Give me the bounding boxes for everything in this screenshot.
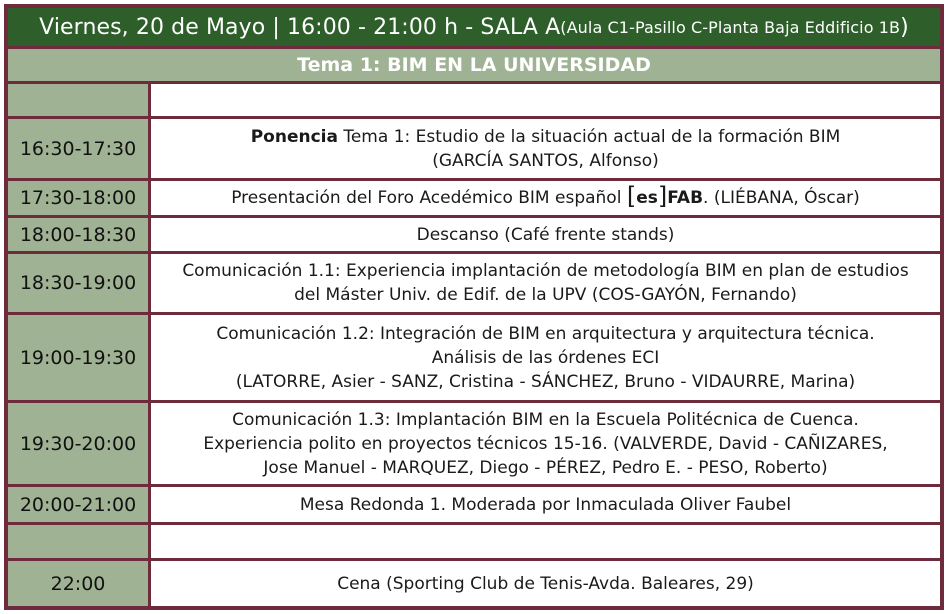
- schedule-table: [4, 4, 944, 610]
- esfab-fab: FAB: [667, 188, 704, 208]
- topic-title: Tema 1: BIM EN LA UNIVERSIDAD: [8, 49, 940, 81]
- session-cell-esfab: [151, 181, 940, 215]
- esfab-intro: Presentación del Foro Acedémico BIM español: [231, 188, 627, 208]
- ponencia-label: Ponencia: [250, 126, 338, 147]
- session-line: Experiencia polito en proyectos técnicos 15-16. (VALVERDE, David - CAÑIZARES,: [203, 433, 888, 454]
- session-line: Comunicación 1.2: Integración de BIM en arquitectura y arquitectura técnica.: [216, 323, 875, 344]
- esfab-speaker: . (LIÉBANA, Óscar): [703, 188, 860, 208]
- session-line: Comunicación 1.3: Implantación BIM en la Escuela Politécnica de Cuenca.: [232, 409, 859, 430]
- esfab-bracket-close: ]: [657, 182, 668, 210]
- session-location: Aula C1-Pasillo C-Planta Baja Eddificio 1B: [566, 17, 901, 37]
- time-cell-empty-2: [8, 525, 148, 558]
- session-header-paren-open: (: [560, 17, 567, 37]
- session-header-main: Viernes, 20 de Mayo | 16:00 - 21:00 h - SALA A: [39, 14, 561, 40]
- time-cell: 20:00-21:00: [8, 487, 148, 522]
- time-cell: 19:00-19:30: [8, 315, 148, 400]
- time-cell: 18:00-18:30: [8, 218, 148, 251]
- time-cell: 17:30-18:00: [8, 181, 148, 215]
- session-line: Comunicación 1.1: Experiencia implantación de metodología BIM en plan de estudios: [182, 261, 909, 281]
- session-line: Análisis de las órdenes ECI: [431, 347, 660, 368]
- session-line: (LATORRE, Asier - SANZ, Cristina - SÁNCHEZ, Bruno - VIDAURRE, Marina): [235, 371, 856, 392]
- session-cell-mesa-redonda: [151, 487, 940, 522]
- esfab-es: es: [636, 188, 658, 208]
- session-cell-cena: [151, 561, 940, 606]
- session-cell-descanso: [151, 218, 940, 251]
- session-header-paren-close: ): [900, 14, 909, 40]
- session-line: Mesa Redonda 1. Moderada por Inmaculada Oliver Faubel: [299, 494, 792, 515]
- time-cell-empty-1: [8, 84, 148, 116]
- session-cell-com-1-3: [151, 403, 940, 484]
- ponencia-title: Tema 1: Estudio de la situación actual de la formación BIM: [337, 126, 841, 147]
- session-cell-empty-2: [151, 525, 940, 558]
- session-line: (GARCÍA SANTOS, Alfonso): [432, 150, 659, 171]
- session-cell-empty-1: [151, 84, 940, 116]
- time-cell: 18:30-19:00: [8, 254, 148, 312]
- time-cell: 22:00: [8, 561, 148, 606]
- session-line: Cena (Sporting Club de Tenis-Avda. Baleares, 29): [337, 573, 754, 594]
- session-line: [251, 125, 841, 149]
- session-line: Jose Manuel - MARQUEZ, Diego - PÉREZ, Pedro E. - PESO, Roberto): [263, 457, 828, 478]
- session-header: [8, 8, 940, 46]
- session-line: [231, 182, 860, 210]
- session-line: Descanso (Café frente stands): [416, 224, 675, 245]
- session-cell-com-1-2: [151, 315, 940, 400]
- session-line: del Máster Univ. de Edif. de la UPV (COS-GAYÓN, Fernando): [294, 285, 797, 305]
- session-cell-com-1-1: [151, 254, 940, 312]
- session-cell-ponencia: [151, 119, 940, 178]
- esfab-bracket-open: [: [626, 182, 637, 210]
- time-cell: 16:30-17:30: [8, 119, 148, 178]
- time-cell: 19:30-20:00: [8, 403, 148, 484]
